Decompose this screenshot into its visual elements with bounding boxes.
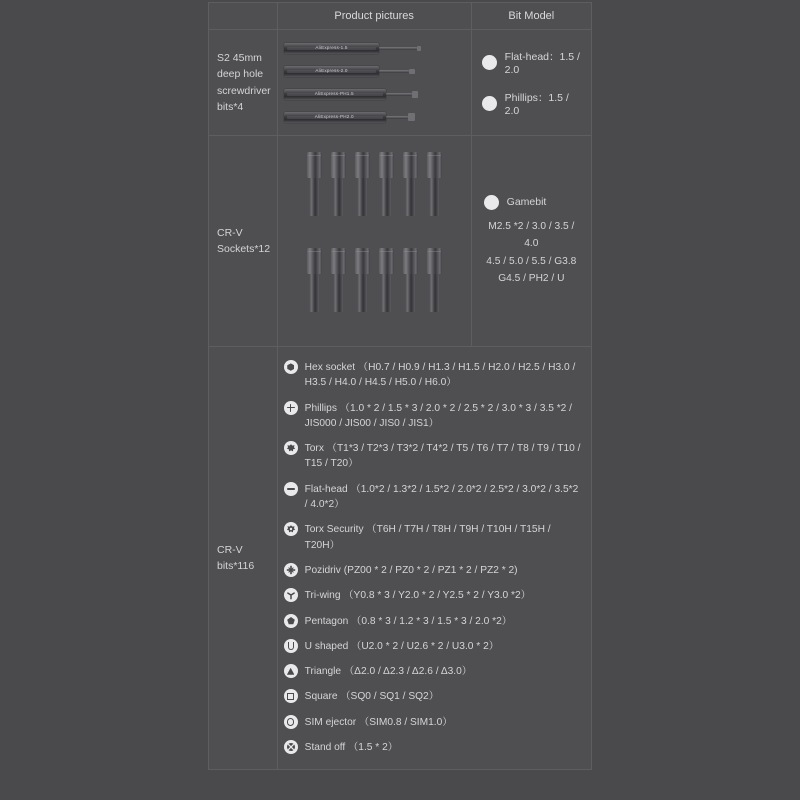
bit-name: Pozidriv bbox=[304, 564, 341, 576]
bit-name: Torx Security bbox=[304, 524, 364, 536]
bit-spec: （T1*3 / T2*3 / T3*2 / T4*2 / T5 / T6 / T7 / T8 / T9 / T10 / T15 / T20） bbox=[304, 443, 581, 470]
bit-spec: （Y0.8 * 3 / Y2.0 * 2 / Y2.5 * 2 / Y3.0 *2） bbox=[343, 590, 531, 602]
driver-bit bbox=[284, 65, 415, 77]
driver-code: AliExpress-1.5 bbox=[315, 45, 348, 51]
bit-item-sim-ejector bbox=[284, 714, 581, 730]
flat-head-icon bbox=[482, 55, 497, 70]
bit-name: U shaped bbox=[304, 640, 349, 652]
table-row bbox=[209, 136, 592, 347]
bit-spec: (PZ00 * 2 / PZ0 * 2 / PZ1 * 2 / PZ2 * 2) bbox=[343, 564, 518, 576]
driver-bit bbox=[284, 111, 415, 123]
header-product-pictures: Product pictures bbox=[277, 3, 471, 30]
row-pictures-sockets bbox=[277, 136, 471, 347]
gamebit-block bbox=[482, 195, 585, 287]
bit-spec: （SIM0.8 / SIM1.0） bbox=[359, 716, 453, 728]
model-label: Phillips：1.5 / 2.0 bbox=[504, 91, 569, 117]
driver-code: AliExpress-PH2.0 bbox=[315, 114, 355, 120]
socket-item bbox=[403, 152, 418, 234]
socket-item bbox=[379, 152, 394, 234]
bit-item-hex-socket bbox=[284, 359, 581, 391]
bit-spec: （U2.0 * 2 / U2.6 * 2 / U3.0 * 2） bbox=[351, 640, 499, 652]
socket-item bbox=[355, 248, 370, 330]
bit-item-stand-off bbox=[284, 739, 581, 755]
driver-list bbox=[284, 36, 465, 129]
bit-item-tri-wing bbox=[284, 587, 581, 603]
driver-code: AliExpress-2.0 bbox=[315, 68, 348, 74]
hex-socket-icon bbox=[284, 360, 298, 374]
bit-name: Phillips bbox=[304, 402, 337, 414]
driver-bit bbox=[284, 42, 421, 54]
model-row-flat-head bbox=[482, 49, 585, 76]
torx-security-icon bbox=[284, 522, 298, 536]
bit-spec: （Δ2.0 / Δ2.3 / Δ2.6 / Δ3.0） bbox=[343, 666, 472, 678]
bit-spec: （SQ0 / SQ1 / SQ2） bbox=[340, 691, 439, 703]
gamebit-label: Gamebit bbox=[506, 196, 547, 209]
row-bits-list bbox=[277, 347, 591, 770]
socket-grid bbox=[284, 142, 465, 340]
table-row bbox=[209, 30, 592, 136]
socket-item bbox=[379, 248, 394, 330]
bit-name: Flat-head bbox=[304, 483, 348, 495]
bit-name: Stand off bbox=[304, 742, 346, 754]
socket-row bbox=[307, 248, 442, 330]
pentagon-icon bbox=[284, 614, 298, 628]
bit-spec: （0.8 * 3 / 1.2 * 3 / 1.5 * 3 / 2.0 *2） bbox=[351, 615, 512, 627]
pozidriv-icon bbox=[284, 563, 298, 577]
socket-item bbox=[331, 248, 346, 330]
driver-bit bbox=[284, 88, 418, 100]
gamebit-size-line: M2.5 *2 / 3.0 / 3.5 / 4.0 bbox=[488, 220, 575, 250]
bit-spec: （H0.7 / H0.9 / H1.3 / H1.5 / H2.0 / H2.5 / H3.0 / H3.5 / H4.0 / H4.5 / H5.0 / H6.0） bbox=[304, 362, 576, 389]
row-models-s2-bits bbox=[471, 30, 591, 136]
triangle-icon bbox=[284, 664, 298, 678]
bit-item-triangle bbox=[284, 663, 581, 679]
row-models-sockets bbox=[471, 136, 591, 347]
socket-item bbox=[403, 248, 418, 330]
stand-off-icon bbox=[284, 740, 298, 754]
u-shaped-icon bbox=[284, 639, 298, 653]
bit-name: Square bbox=[304, 691, 338, 703]
torx-icon bbox=[284, 441, 298, 455]
table-header-row bbox=[209, 3, 592, 30]
row-pictures-s2-bits bbox=[277, 30, 471, 136]
bit-item-phillips bbox=[284, 400, 581, 432]
bit-name: Triangle bbox=[304, 666, 342, 678]
driver-code: AliExpress-PH1.5 bbox=[315, 91, 355, 97]
bit-item-pozidriv bbox=[284, 562, 581, 578]
bit-name: Tri-wing bbox=[304, 590, 341, 602]
flat-head-icon bbox=[284, 482, 298, 496]
socket-item bbox=[355, 152, 370, 234]
bit-item-u-shaped bbox=[284, 638, 581, 654]
socket-item bbox=[427, 152, 442, 234]
bit-spec: （T6H / T7H / T8H / T9H / T10H / T15H / T20H） bbox=[304, 524, 551, 551]
bit-name: Torx bbox=[304, 443, 324, 455]
socket-item bbox=[307, 152, 322, 234]
phillips-icon bbox=[284, 401, 298, 415]
bit-item-square bbox=[284, 688, 581, 704]
bit-name: Pentagon bbox=[304, 615, 349, 627]
bit-spec: （1.5 * 2） bbox=[348, 742, 398, 754]
square-icon bbox=[284, 689, 298, 703]
bit-name: SIM ejector bbox=[304, 716, 357, 728]
bit-item-pentagon bbox=[284, 613, 581, 629]
bit-spec: （1.0 * 2 / 1.5 * 3 / 2.0 * 2 / 2.5 * 2 / 3.0 * 3 / 3.5 *2 / JIS000 / JIS00 / JIS0 / JIS1） bbox=[304, 402, 572, 429]
bit-spec: （1.0*2 / 1.3*2 / 1.5*2 / 2.0*2 / 2.5*2 / 3.0*2 / 3.5*2 / 4.0*2） bbox=[304, 483, 579, 511]
bit-name: Hex socket bbox=[304, 362, 356, 373]
socket-item bbox=[331, 152, 346, 234]
socket-item bbox=[307, 248, 322, 330]
model-row-phillips bbox=[482, 90, 585, 117]
bit-item-torx-security bbox=[284, 521, 581, 553]
row-label-crv-bits: CR-V bits*116 bbox=[209, 347, 278, 770]
spec-table bbox=[208, 2, 592, 770]
socket-icon bbox=[484, 195, 499, 210]
bit-item-torx bbox=[284, 440, 581, 472]
gamebit-size-line: G4.5 / PH2 / U bbox=[498, 272, 565, 284]
bit-item-flat-head bbox=[284, 481, 581, 513]
row-label-s2-bits: S2 45mm deep hole screwdriver bits*4 bbox=[209, 30, 278, 136]
row-label-sockets: CR-V Sockets*12 bbox=[209, 136, 278, 347]
phillips-icon bbox=[482, 96, 497, 111]
header-bit-model: Bit Model bbox=[471, 3, 591, 30]
socket-row bbox=[307, 152, 442, 234]
tri-wing-icon bbox=[284, 588, 298, 602]
gamebit-header bbox=[484, 195, 585, 210]
table-row bbox=[209, 347, 592, 770]
socket-item bbox=[427, 248, 442, 330]
gamebit-size-list bbox=[484, 218, 585, 287]
model-label: Flat-head：1.5 / 2.0 bbox=[504, 50, 580, 76]
header-blank bbox=[209, 3, 278, 30]
gamebit-size-line: 4.5 / 5.0 / 5.5 / G3.8 bbox=[486, 255, 577, 267]
sim-ejector-icon bbox=[284, 715, 298, 729]
